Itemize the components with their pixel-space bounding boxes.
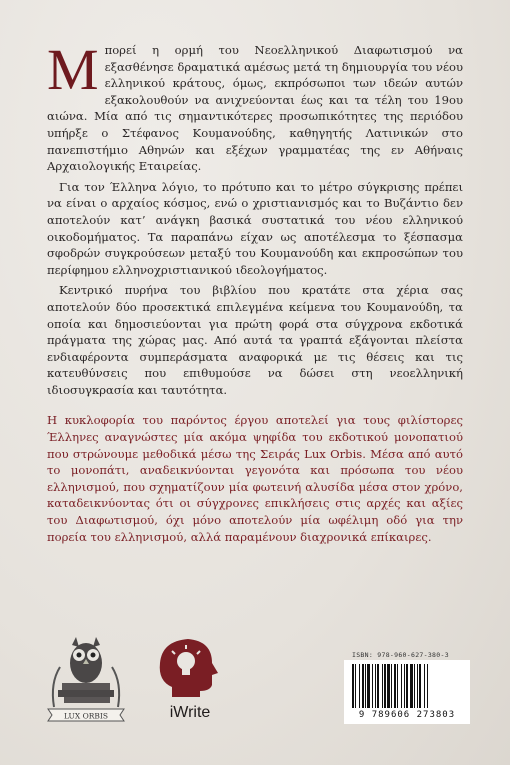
lux-orbis-owl-logo (46, 633, 126, 725)
drop-cap: Μ (47, 37, 99, 102)
barcode-bar (355, 664, 356, 708)
barcode-bar (387, 664, 390, 708)
barcode-bar (427, 664, 428, 708)
barcode-bar (375, 664, 376, 708)
barcode-bars (344, 660, 470, 710)
barcode-bar (417, 664, 418, 708)
publisher-name: iWrite (169, 704, 211, 721)
barcode-bar (394, 664, 396, 708)
barcode-bar (391, 664, 392, 708)
barcode-bar (424, 664, 425, 708)
barcode-bar (419, 664, 421, 708)
paragraph-3: Κεντρικό πυρήνα του βιβλίου που κρατάτε στα χέρια σας αποτελούν δύο προσεκτικά επιλεγμένα κείμενα του Κουμανούδη, τα οποία και δημοσιεύονται για πρώτη φορά στα σύγχρονα εκδοτικά πράγματα της χώρας μας. Από αυτά τα γραπτά εξάγονται πλείστα ενδιαφέροντα συμπεράσματα αναφορικά με τις θέσεις και τις κατευθύνσεις που επιθυμούσε να δώσει στη νεοελληνική ιδιοσυγκρασία και ταυτότητα. (47, 283, 463, 397)
barcode-bar (410, 664, 413, 708)
barcode-bar (397, 664, 398, 708)
barcode-bar (359, 664, 360, 708)
isbn-label: ISBN: 978-960-627-380-3 (352, 651, 449, 659)
barcode-bar (404, 664, 405, 708)
barcode-digits: 9 789606 273803 (358, 710, 456, 720)
barcode-bar (382, 664, 383, 708)
paragraph-series-note: Η κυκλοφορία του παρόντος έργου αποτελεί για τους φιλίστορες Έλληνες αναγνώστες μία ακόμα ψηφίδα του εκδοτικού μονοπατιού που στρώνουμε μεθοδικά μέσω της Σειράς Lux Orbis. Μέσα από αυτό το μονοπάτι, αναδεικνύονται γεγονότα και πρόσωπα του νέου ελληνισμού, που σχηματίζουν μία φωτεινή αλυσίδα μέσα στον χρόνο, καταδεικνύοντας ότι οι σύγχρονες επικλήσεις στις αρχές και αξίες του Διαφωτισμού, όχι μόνο αποτελούν μία ωφέλιμη οδό για την πορεία του ελληνισμού, αλλά παραμένουν διαχρονικά επίκαιρες. (47, 413, 463, 544)
paragraph-intro-text: πορεί η ορμή του Νεοελληνικού Διαφωτισμού να εξασθένησε δραματικά αμέσως μετά τη δημιουργία του νέου ελληνικού κράτους, όμως, εκπρόσωποι των ιδεών αυτών εξακολουθούν να ανιχνεύονται έως και τα τέλη του 19ου αιώνα. Μία από τις σημαντικότερες προσωπικότητες της περιόδου υπήρξε ο Στέφανος Κουμανούδης, καθηγητής Λατινικών στο πανεπιστήμιο Αθηνών και εξέχων γραμματέας της εν Αθήναις Αρχαιολογικής Εταιρείας. (47, 43, 463, 174)
back-cover-text (47, 37, 463, 549)
barcode-bar (401, 664, 402, 708)
barcode-bar (367, 664, 370, 708)
barcode-bar (352, 664, 354, 708)
barcode-bar (377, 664, 379, 708)
paragraph-intro (47, 37, 463, 175)
barcode-bar (384, 664, 386, 708)
barcode-bar (414, 664, 415, 708)
paragraph-2: Για τον Έλληνα λόγιο, το πρότυπο και το μέτρο σύγκρισης πρέπει να είναι ο αρχαίος κόσμος, ενώ ο χριστιανισμός και το Βυζάντιο δεν αποτελούν κατ’ ανάγκη βασικά συστατικά του νέου ελληνικού οικοδομήματος. Τα παραπάνω είχαν ως αποτέλεσμα το ξέσπασμα σφοδρών συγκρούσεων μεταξύ του Κουμανούδη και εκπροσώπων του περίφημου ελληνοχριστιανικού ιδεολογήματος. (47, 179, 463, 277)
barcode-bar (365, 664, 366, 708)
barcode-bar (362, 664, 364, 708)
barcode-bar (372, 664, 373, 708)
lux-orbis-ribbon-text: LUX ORBIS (63, 711, 109, 721)
barcode-bar (406, 664, 408, 708)
